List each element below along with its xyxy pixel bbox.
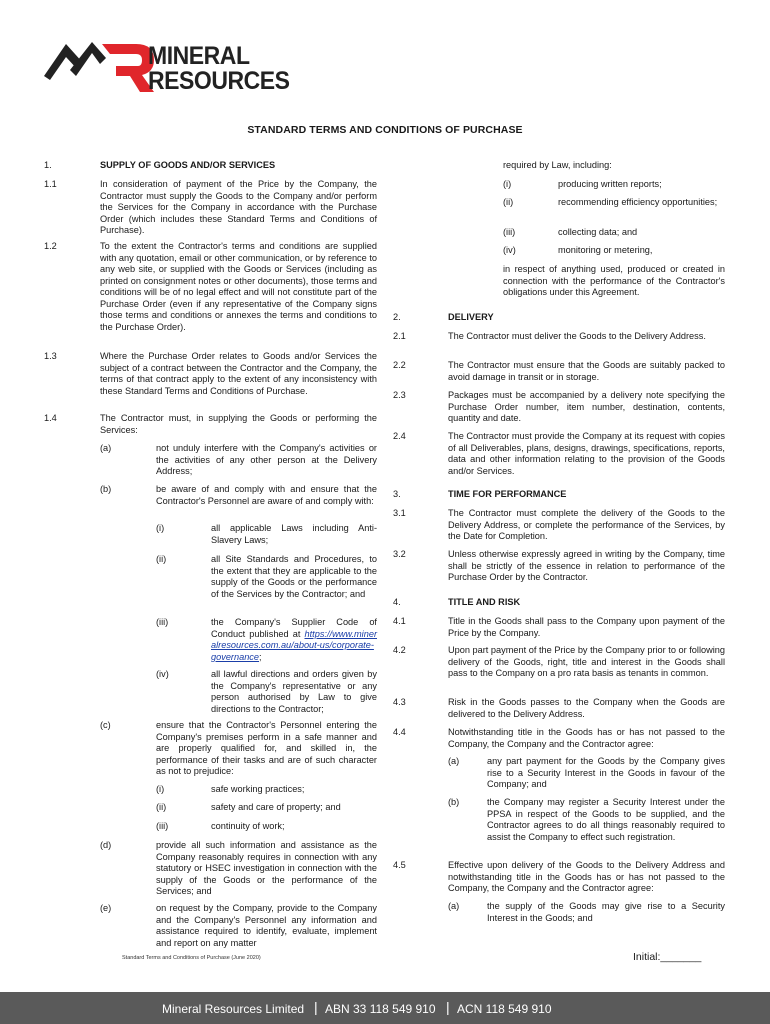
clause-4-3-number: 4.3 bbox=[393, 697, 406, 707]
clause-1-2-number: 1.2 bbox=[44, 241, 57, 251]
clause-1-3: Where the Purchase Order relates to Goods and/or Services the subject of a contract between the Contractor and the Company, the terms of that contract apply to the extent of any inconsistency with these Standard Terms and Conditions of Purchase. bbox=[100, 351, 377, 396]
clause-2-1: The Contractor must deliver the Goods to the Delivery Address. bbox=[448, 331, 706, 341]
clause-2-3-number: 2.3 bbox=[393, 390, 406, 400]
right-iii: collecting data; and bbox=[558, 227, 638, 237]
item-c-number: (c) bbox=[100, 720, 111, 730]
clause-3-2-number: 3.2 bbox=[393, 549, 406, 559]
clause-1-1-number: 1.1 bbox=[44, 179, 57, 189]
item-c-iii-number: (iii) bbox=[156, 821, 169, 831]
item-c-i: safe working practices; bbox=[211, 784, 305, 794]
clause-4-4: Notwithstanding title in the Goods has or has not passed to the Company, the Company and the Contractor agree: bbox=[448, 727, 725, 749]
item-a-number: (a) bbox=[100, 443, 112, 453]
clause-4-5: Effective upon delivery of the Goods to the Delivery Address and notwithstanding title in the Goods has or has not passed to the Company, the Company and the Contractor agree: bbox=[448, 860, 725, 893]
clause-1-4-number: 1.4 bbox=[44, 413, 57, 423]
clause-1-3-number: 1.3 bbox=[44, 351, 57, 361]
continuation-text: required by Law, including: bbox=[503, 160, 612, 170]
right-tail-text: in respect of anything used, produced or created in connection with the performance of the Contractor's obligations under this Agreement. bbox=[503, 264, 725, 297]
item-d: provide all such information and assistance as the Company reasonably requires in connection with any statutory or HSEC investigation in connection with the supply of the Goods or the performance of the Services; and bbox=[156, 840, 377, 896]
clause-4-4-a-number: (a) bbox=[448, 756, 460, 766]
item-c-i-number: (i) bbox=[156, 784, 165, 794]
clause-4-3: Risk in the Goods passes to the Company when the Goods are delivered to the Delivery Address. bbox=[448, 697, 725, 719]
clause-4-4-b: the Company may register a Security Interest under the PPSA in respect of the Goods to be supplied, and the Contractor agrees to do all things reasonably required to assist the Company to effect such registration. bbox=[487, 797, 725, 842]
section-1-number: 1. bbox=[44, 160, 52, 170]
item-b-iii-end: ; bbox=[259, 651, 262, 662]
clause-4-4-b-number: (b) bbox=[448, 797, 460, 807]
item-e-number: (e) bbox=[100, 903, 112, 913]
item-a: not unduly interfere with the Company's activities or the activities of any other person at the Delivery Address; bbox=[156, 443, 377, 476]
clause-4-1: Title in the Goods shall pass to the Company upon payment of the Price by the Company. bbox=[448, 616, 725, 638]
item-c: ensure that the Contractor's Personnel entering the Company's premises perform in a safe manner and are properly qualified for, and skilled in, the performance of their tasks and are of such character as not to prejudice: bbox=[156, 720, 377, 776]
section-1-heading: SUPPLY OF GOODS AND/OR SERVICES bbox=[100, 160, 276, 170]
section-2-heading: DELIVERY bbox=[448, 312, 494, 322]
logo-line-2: RESOURCES bbox=[148, 67, 290, 95]
item-b-number: (b) bbox=[100, 484, 112, 494]
item-b-iii-number: (iii) bbox=[156, 617, 169, 627]
item-b-ii: all Site Standards and Procedures, to the extent that they are applicable to the supply of the Goods or the performance of the Services by the Contractor; and bbox=[211, 554, 377, 599]
clause-4-1-number: 4.1 bbox=[393, 616, 406, 626]
clause-2-4: The Contractor must provide the Company at its request with copies of all Deliverables, plans, designs, drawings, specifications, reports, data and other information relating to the provision of the Goods and/or Services. bbox=[448, 431, 725, 476]
item-b-iii bbox=[211, 617, 377, 663]
right-iv-number: (iv) bbox=[503, 245, 516, 255]
item-b-iii-text: the Company's Supplier Code of Conduct published at bbox=[211, 617, 377, 639]
clause-4-2-number: 4.2 bbox=[393, 645, 406, 655]
footer-company: Mineral Resources Limited bbox=[162, 1002, 305, 1016]
logo-line-1: MINERAL bbox=[148, 42, 250, 70]
clause-2-2-number: 2.2 bbox=[393, 360, 406, 370]
footer-bar bbox=[0, 992, 770, 1024]
clause-3-1-number: 3.1 bbox=[393, 508, 406, 518]
item-c-iii: continuity of work; bbox=[211, 821, 285, 831]
item-b-i: all applicable Laws including Anti-Slavery Laws; bbox=[211, 523, 377, 545]
clause-2-3: Packages must be accompanied by a delivery note specifying the Purchase Order number, item number, destination, contents, quantity and date. bbox=[448, 390, 725, 423]
right-ii-number: (ii) bbox=[503, 197, 514, 207]
item-b-iv-number: (iv) bbox=[156, 669, 169, 679]
right-ii: recommending efficiency opportunities; bbox=[558, 197, 718, 207]
right-i: producing written reports; bbox=[558, 179, 662, 189]
item-d-number: (d) bbox=[100, 840, 112, 850]
section-2-number: 2. bbox=[393, 312, 401, 322]
item-e: on request by the Company, provide to the Company and the Company's Personnel any information and assistance required to identify, evaluate, implement and report on any matter bbox=[156, 903, 377, 948]
document-version-note: Standard Terms and Conditions of Purchase (June 2020) bbox=[122, 955, 261, 961]
right-i-number: (i) bbox=[503, 179, 512, 189]
logo-r-mark bbox=[102, 44, 154, 92]
item-b-iv: all lawful directions and orders given by the Company's representative or any person authorised by Law to give directions to the Contractor; bbox=[211, 669, 377, 714]
footer-separator-2: | bbox=[446, 999, 450, 1015]
clause-4-4-a: any part payment for the Goods by the Company gives rise to a Security Interest in the Goods in favour of the Company; and bbox=[487, 756, 725, 789]
item-c-ii-number: (ii) bbox=[156, 802, 167, 812]
right-iv: monitoring or metering, bbox=[558, 245, 653, 255]
section-4-number: 4. bbox=[393, 597, 401, 607]
clause-4-5-number: 4.5 bbox=[393, 860, 406, 870]
footer-separator-1: | bbox=[314, 999, 318, 1015]
item-b-i-number: (i) bbox=[156, 523, 165, 533]
clause-1-1: In consideration of payment of the Price by the Company, the Contractor must supply the Goods to the Company and/or perform the Services for the Company in accordance with the Purchase Order (which includes these Standard Terms and Conditions of Purchase). bbox=[100, 179, 377, 235]
clause-3-1: The Contractor must complete the delivery of the Goods to the Delivery Address, or complete the performance of the Services, by the Date for Completion. bbox=[448, 508, 725, 541]
document-title: STANDARD TERMS AND CONDITIONS OF PURCHASE bbox=[247, 124, 523, 136]
clause-3-2: Unless otherwise expressly agreed in writing by the Company, time shall be strictly of the essence in relation to performance of the Purchase Order by the Contractor. bbox=[448, 549, 725, 582]
clause-4-2: Upon part payment of the Price by the Company prior to or following delivery of the Goods, right, title and interest in the Goods shall pass to the Company on a pro rata basis as tenants in common. bbox=[448, 645, 725, 678]
clause-1-2: To the extent the Contractor's terms and conditions are supplied with any quotation, email or other communication, or by reference to any web site, or supplied with the Goods or Services (including as printed on consignment notes or other documents), those terms and conditions will be of no legal effect and will not constitute part of the Purchase Order (even if any representative of the Company signs those terms and conditions or annexes the terms and conditions to the Purchase Order). bbox=[100, 241, 377, 332]
section-3-number: 3. bbox=[393, 489, 401, 499]
clause-2-2: The Contractor must ensure that the Goods are suitably packed to avoid damage in transit or in storage. bbox=[448, 360, 725, 382]
logo-text bbox=[148, 44, 290, 94]
section-3-heading: TIME FOR PERFORMANCE bbox=[448, 489, 567, 499]
initial-field: Initial:_______ bbox=[633, 951, 702, 963]
item-c-ii: safety and care of property; and bbox=[211, 802, 341, 812]
section-4-heading: TITLE AND RISK bbox=[448, 597, 521, 607]
clause-4-5-a: the supply of the Goods may give rise to a Security Interest in the Goods; and bbox=[487, 901, 725, 923]
code-of-conduct-link[interactable]: https://www.mineralresources.com.au/about-us/corporate-governance bbox=[211, 628, 377, 662]
footer-abn: ABN 33 118 549 910 bbox=[325, 1002, 436, 1016]
clause-4-4-number: 4.4 bbox=[393, 727, 406, 737]
right-iii-number: (iii) bbox=[503, 227, 516, 237]
clause-2-1-number: 2.1 bbox=[393, 331, 406, 341]
clause-2-4-number: 2.4 bbox=[393, 431, 406, 441]
clause-4-5-a-number: (a) bbox=[448, 901, 460, 911]
clause-1-4: The Contractor must, in supplying the Goods or performing the Services: bbox=[100, 413, 377, 435]
footer-acn: ACN 118 549 910 bbox=[457, 1002, 552, 1016]
item-b: be aware of and comply with and ensure that the Contractor's Personnel are aware of and comply with: bbox=[156, 484, 377, 506]
item-b-ii-number: (ii) bbox=[156, 554, 167, 564]
